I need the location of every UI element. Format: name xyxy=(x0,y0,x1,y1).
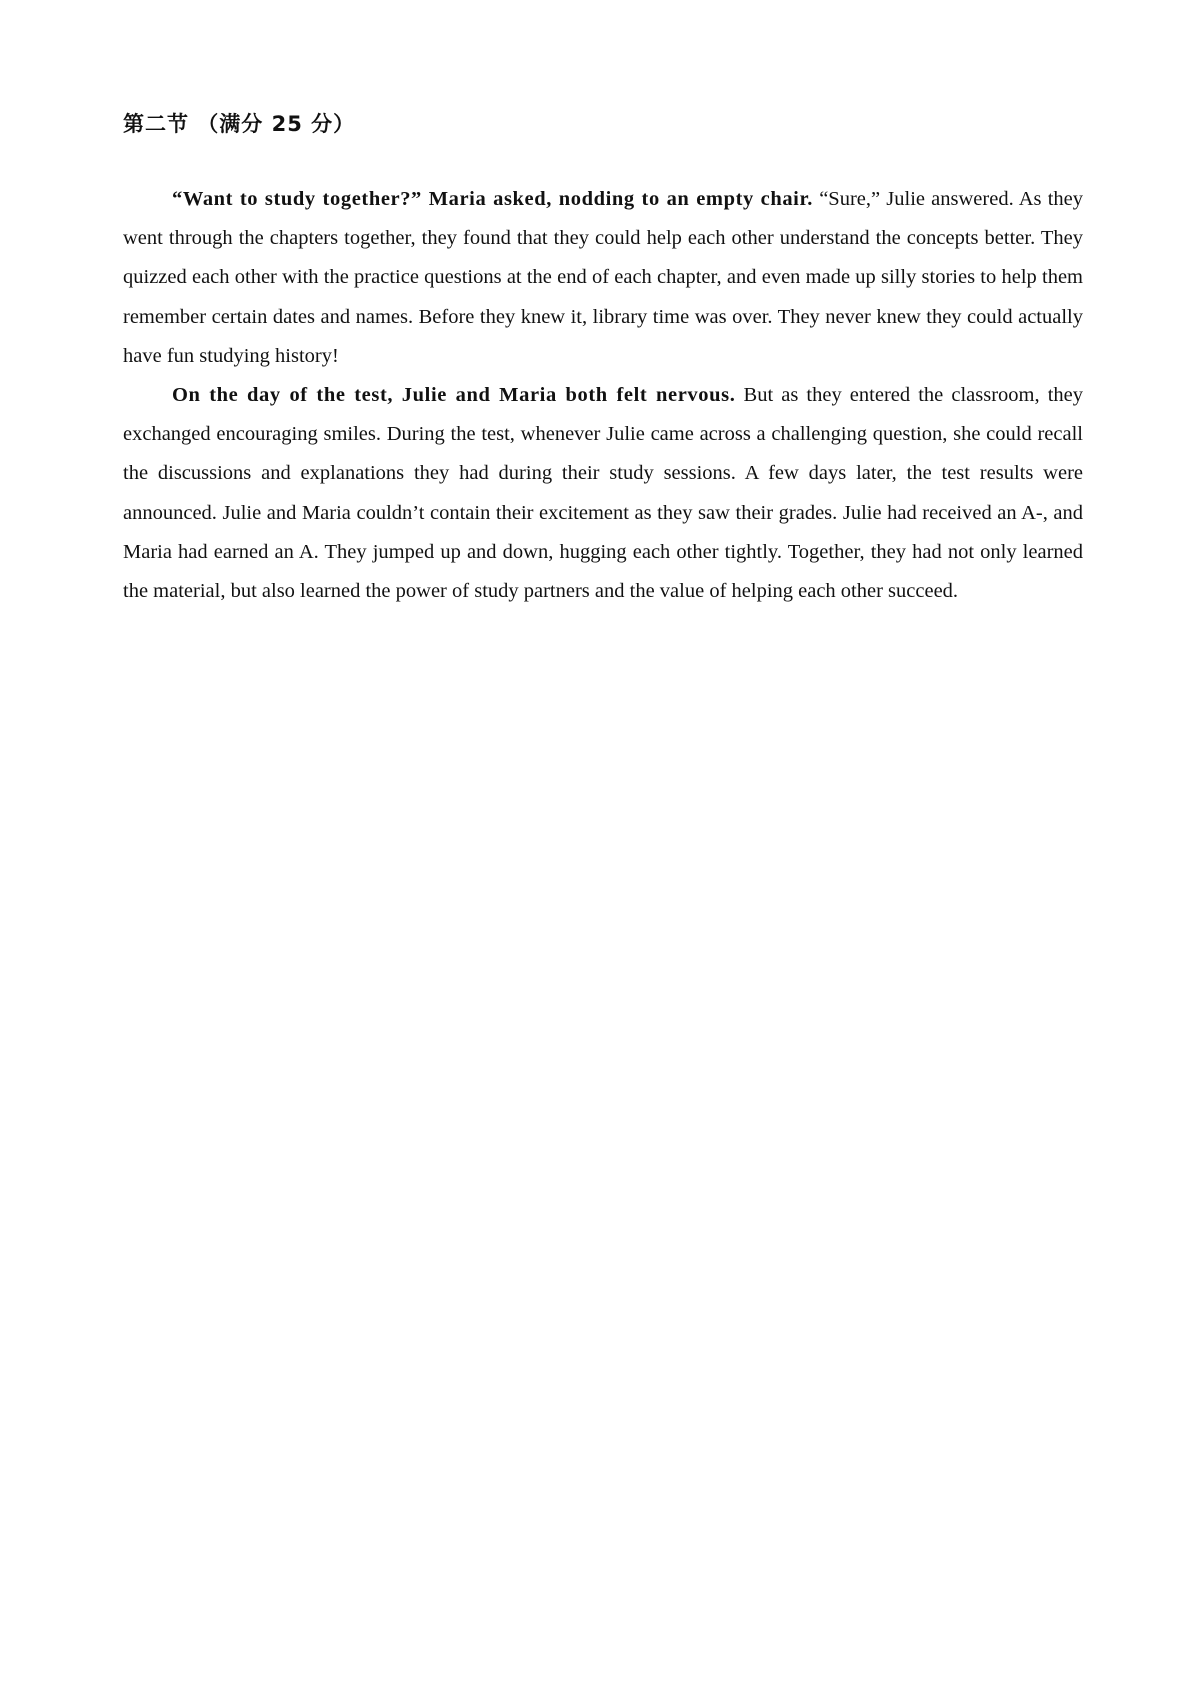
paragraph-1-body: “Sure,” Julie answered. As they went through the chapters together, they found that they could help each other understand the concepts better. They quizzed each other with the practice questions at the end of each chapter, and even made up silly stories to help them remember certain dates and names. Before they knew it, library time was over. They never knew they could actually have fun studying history! xyxy=(123,188,1084,367)
passage xyxy=(123,180,1083,611)
paragraph-1-lead-sentence: “Want to study together?” Maria asked, nodding to an empty chair. xyxy=(172,188,814,210)
paragraph-1 xyxy=(123,180,1083,376)
paragraph-2 xyxy=(123,376,1083,611)
paragraph-2-lead-sentence: On the day of the test, Julie and Maria both felt nervous. xyxy=(172,384,736,407)
section-heading: 第二节 （满分 25 分） xyxy=(123,112,356,136)
paragraph-2-body: But as they entered the classroom, they exchanged encouraging smiles. During the test, whenever Julie came across a challenging question, she could recall the discussions and explanations they had during their study sessions. A few days later, the test results were announced. Julie and Maria couldn’t contain their excitement as they saw their grades. Julie had received an A-, and Maria had earned an A. They jumped up and down, hugging each other tightly. Together, they had not only learned the material, but also learned the power of study partners and the value of helping each other succeed. xyxy=(123,384,1083,603)
